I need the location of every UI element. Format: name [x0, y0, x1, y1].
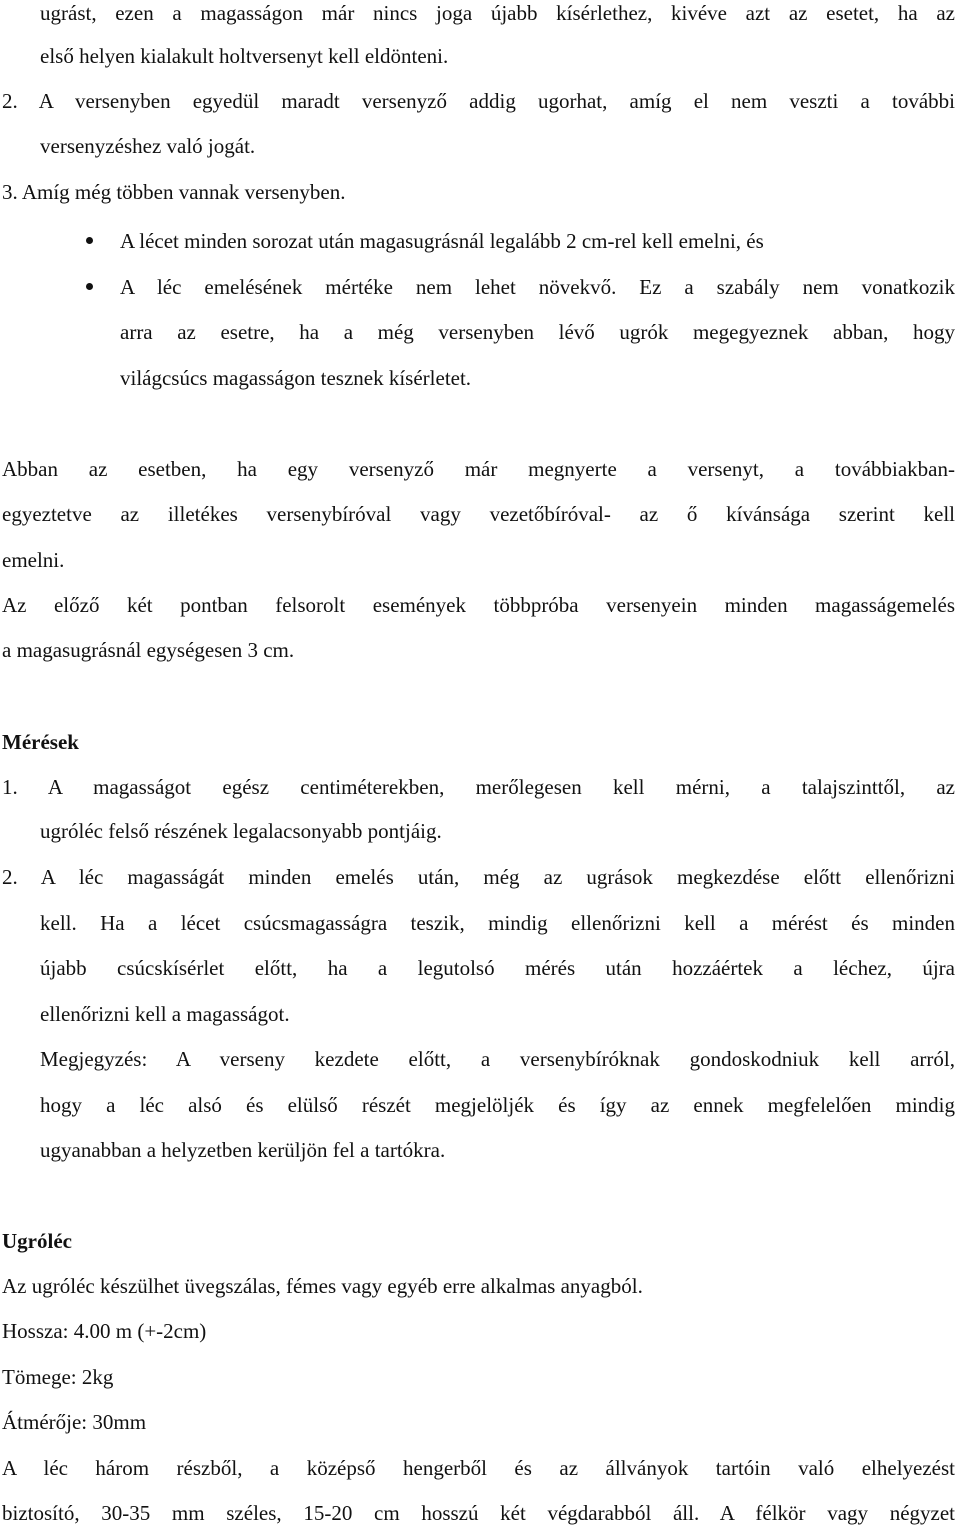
text-line: Az előző két pontban felsorolt események többpróba versenyein minden magasságemelés: [2, 593, 955, 617]
text-line: ugróléc felső részének legalacsonyabb pontjáig.: [40, 819, 442, 843]
section-heading: Mérések: [2, 730, 79, 754]
text-line: kell. Ha a lécet csúcsmagasságra teszik, mindig ellenőrizni kell a mérést és minden: [40, 911, 955, 935]
text-line: arra az esetre, ha a még versenyben lévő ugrók megegyeznek abban, hogy: [120, 320, 955, 344]
text-line: hogy a léc alsó és elülső részét megjelöljék és így az ennek megfelelően mindig: [40, 1093, 955, 1117]
text-line: Átmérője: 30mm: [2, 1410, 147, 1434]
text-line: ugyanabban a helyzetben kerüljön fel a tartókra.: [40, 1138, 446, 1162]
list-item-text: 2. A versenyben egyedül maradt versenyző addig ugorhat, amíg el nem veszti a további: [2, 89, 955, 113]
text-line: Tömege: 2kg: [2, 1365, 114, 1389]
text-line: Abban az esetben, ha egy versenyző már megnyerte a versenyt, a továbbiakban-: [2, 457, 955, 481]
text-line: biztosító, 30-35 mm széles, 15-20 cm hosszú két végdarabból áll. A félkör vagy négyzet: [2, 1501, 955, 1525]
text-line: a magasugrásnál egységesen 3 cm.: [2, 638, 295, 662]
bullet-icon: [86, 283, 93, 290]
text-line: Az ugróléc készülhet üvegszálas, fémes vagy egyéb erre alkalmas anyagból.: [2, 1274, 643, 1298]
list-item-text: 3. Amíg még többen vannak versenyben.: [2, 180, 346, 204]
list-item-text: 2. A léc magasságát minden emelés után, még az ugrások megkezdése előtt ellenőrizni: [2, 865, 955, 889]
text-line: újabb csúcskísérlet előtt, ha a legutolsó mérés után hozzáértek a léchez, újra: [40, 956, 955, 980]
text-line: világcsúcs magasságon tesznek kísérletet.: [120, 366, 472, 390]
note-text: Megjegyzés: A verseny kezdete előtt, a versenybíróknak gondoskodniuk kell arról,: [40, 1047, 955, 1071]
bullet-text: A lécet minden sorozat után magasugrásnál legalább 2 cm-rel kell emelni, és: [120, 229, 764, 253]
text-line: ellenőrizni kell a magasságot.: [40, 1002, 290, 1026]
text-line: A léc három részből, a középső hengerből és az állványok tartóin való elhelyezést: [2, 1456, 955, 1480]
text-line: első helyen kialakult holtversenyt kell eldönteni.: [40, 44, 449, 68]
text-line: versenyzéshez való jogát.: [40, 134, 256, 158]
section-heading: Ugróléc: [2, 1229, 72, 1253]
bullet-text: A léc emelésének mértéke nem lehet növekvő. Ez a szabály nem vonatkozik: [120, 275, 955, 299]
bullet-icon: [86, 237, 93, 244]
list-item-text: 1. A magasságot egész centiméterekben, merőlegesen kell mérni, a talajszinttől, az: [2, 775, 955, 799]
text-line: egyeztetve az illetékes versenybíróval vagy vezetőbíróval- az ő kívánsága szerint kell: [2, 502, 955, 526]
text-line: ugrást, ezen a magasságon már nincs joga újabb kísérlethez, kivéve azt az esetet, ha az: [40, 1, 955, 25]
text-line: Hossza: 4.00 m (+-2cm): [2, 1319, 207, 1343]
text-line: emelni.: [2, 548, 65, 572]
